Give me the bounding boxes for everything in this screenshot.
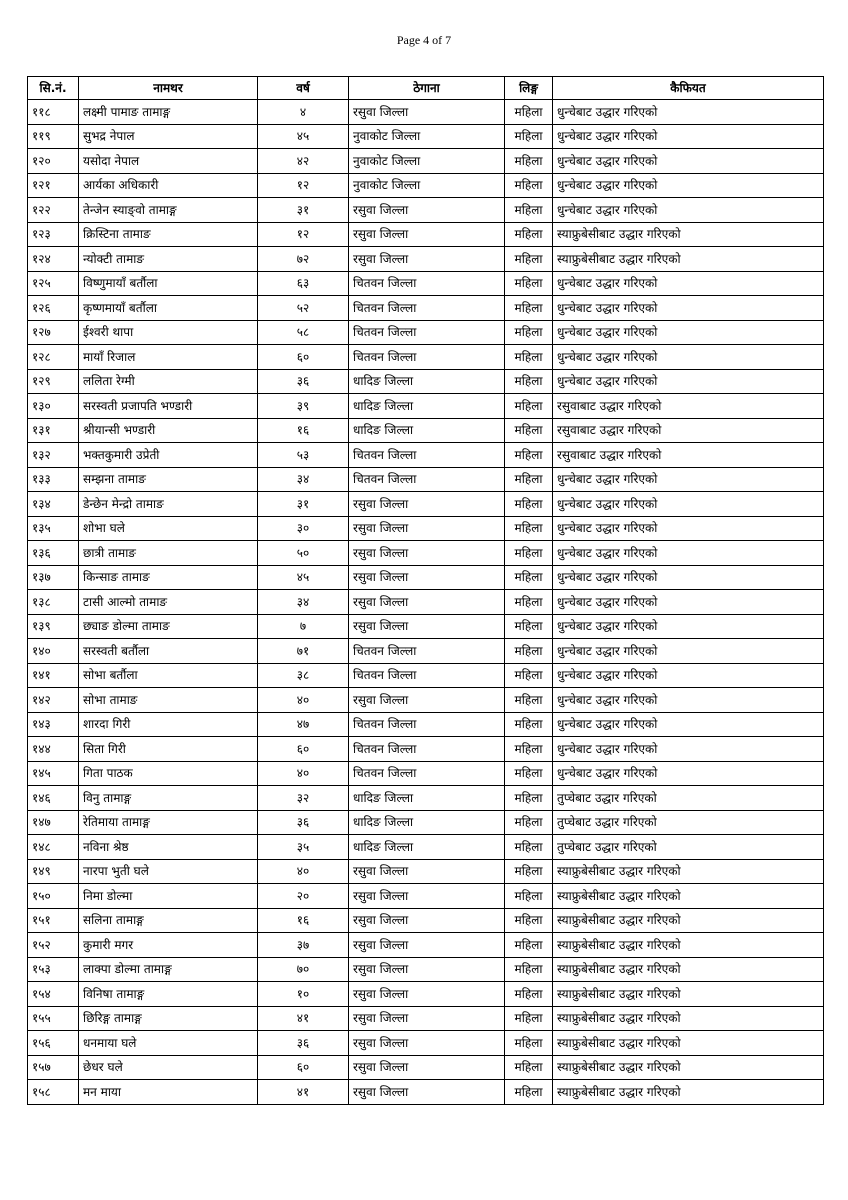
sex-cell: महिला (505, 467, 553, 492)
address-cell: चितवन जिल्ला (349, 712, 505, 737)
address-cell: रसुवा जिल्ला (349, 247, 505, 272)
sex-cell: महिला (505, 222, 553, 247)
address-cell: रसुवा जिल्ला (349, 908, 505, 933)
serial-number-cell: १२१ (28, 173, 79, 198)
age-cell: ५३ (258, 443, 349, 468)
remarks-cell: तुप्चेबाट उद्धार गरिएको (553, 810, 824, 835)
remarks-cell: धुन्चेबाट उद्धार गरिएको (553, 688, 824, 713)
remarks-cell: स्याफ्रुबेसीबाट उद्धार गरिएको (553, 933, 824, 958)
age-cell: ३४ (258, 590, 349, 615)
table-row (28, 884, 824, 909)
sex-cell: महिला (505, 1031, 553, 1056)
name-cell: यसोदा नेपाल (79, 149, 258, 174)
table-body (28, 100, 824, 1105)
address-cell: रसुवा जिल्ला (349, 859, 505, 884)
age-cell: ५८ (258, 320, 349, 345)
serial-number-cell: १५६ (28, 1031, 79, 1056)
table-row (28, 614, 824, 639)
age-cell: ३९ (258, 394, 349, 419)
name-cell: किन्साङ तामाङ (79, 565, 258, 590)
remarks-cell: धुन्चेबाट उद्धार गरिएको (553, 173, 824, 198)
name-cell: सम्झना तामाङ (79, 467, 258, 492)
address-cell: रसुवा जिल्ला (349, 982, 505, 1007)
sex-cell: महिला (505, 394, 553, 419)
table-row (28, 908, 824, 933)
sex-cell: महिला (505, 247, 553, 272)
age-cell: ३१ (258, 492, 349, 517)
age-cell: १२ (258, 222, 349, 247)
remarks-cell: धुन्चेबाट उद्धार गरिएको (553, 345, 824, 370)
sex-cell: महिला (505, 173, 553, 198)
serial-number-cell: १२९ (28, 369, 79, 394)
table-row (28, 957, 824, 982)
header-address: ठेगाना (349, 77, 505, 100)
serial-number-cell: १५७ (28, 1055, 79, 1080)
table-row (28, 492, 824, 517)
table-row (28, 247, 824, 272)
table-row (28, 835, 824, 860)
sex-cell: महिला (505, 320, 553, 345)
sex-cell: महिला (505, 1080, 553, 1105)
age-cell: ६० (258, 345, 349, 370)
name-cell: सिता गिरी (79, 737, 258, 762)
remarks-cell: धुन्चेबाट उद्धार गरिएको (553, 639, 824, 664)
sex-cell: महिला (505, 786, 553, 811)
address-cell: चितवन जिल्ला (349, 271, 505, 296)
sex-cell: महिला (505, 810, 553, 835)
name-cell: तेन्जेन स्याङ्वो तामाङ्ग (79, 198, 258, 223)
remarks-cell: स्याफ्रुबेसीबाट उद्धार गरिएको (553, 982, 824, 1007)
address-cell: चितवन जिल्ला (349, 345, 505, 370)
age-cell: १६ (258, 908, 349, 933)
age-cell: ५० (258, 541, 349, 566)
sex-cell: महिला (505, 688, 553, 713)
age-cell: ४० (258, 688, 349, 713)
name-cell: विनिषा तामाङ्ग (79, 982, 258, 1007)
sex-cell: महिला (505, 149, 553, 174)
age-cell: १२ (258, 173, 349, 198)
sex-cell: महिला (505, 614, 553, 639)
serial-number-cell: ११८ (28, 100, 79, 125)
table-row (28, 933, 824, 958)
remarks-cell: स्याफ्रुबेसीबाट उद्धार गरिएको (553, 1080, 824, 1105)
address-cell: नुवाकोट जिल्ला (349, 173, 505, 198)
name-cell: ललिता रेग्मी (79, 369, 258, 394)
remarks-cell: धुन्चेबाट उद्धार गरिएको (553, 663, 824, 688)
serial-number-cell: १३० (28, 394, 79, 419)
age-cell: ४१ (258, 1080, 349, 1105)
table-row (28, 222, 824, 247)
name-cell: गिता पाठक (79, 761, 258, 786)
age-cell: ७१ (258, 639, 349, 664)
header-name: नामथर (79, 77, 258, 100)
name-cell: लक्ष्मी पामाङ तामाङ्ग (79, 100, 258, 125)
serial-number-cell: १३४ (28, 492, 79, 517)
address-cell: रसुवा जिल्ला (349, 222, 505, 247)
address-cell: धादिङ जिल्ला (349, 418, 505, 443)
remarks-cell: धुन्चेबाट उद्धार गरिएको (553, 565, 824, 590)
sex-cell: महिला (505, 590, 553, 615)
serial-number-cell: १२२ (28, 198, 79, 223)
age-cell: १६ (258, 418, 349, 443)
table-row (28, 296, 824, 321)
address-cell: चितवन जिल्ला (349, 296, 505, 321)
remarks-cell: धुन्चेबाट उद्धार गरिएको (553, 737, 824, 762)
serial-number-cell: ११९ (28, 124, 79, 149)
remarks-cell: रसुवाबाट उद्धार गरिएको (553, 418, 824, 443)
name-cell: लाक्पा डोल्मा तामाङ्ग (79, 957, 258, 982)
remarks-cell: तुप्चेबाट उद्धार गरिएको (553, 786, 824, 811)
age-cell: ७२ (258, 247, 349, 272)
serial-number-cell: १३१ (28, 418, 79, 443)
address-cell: रसुवा जिल्ला (349, 198, 505, 223)
sex-cell: महिला (505, 982, 553, 1007)
address-cell: रसुवा जिल्ला (349, 884, 505, 909)
name-cell: सलिना तामाङ्ग (79, 908, 258, 933)
serial-number-cell: १५१ (28, 908, 79, 933)
serial-number-cell: १५४ (28, 982, 79, 1007)
address-cell: चितवन जिल्ला (349, 663, 505, 688)
sex-cell: महिला (505, 908, 553, 933)
header-age: वर्ष (258, 77, 349, 100)
remarks-cell: स्याफ्रुबेसीबाट उद्धार गरिएको (553, 957, 824, 982)
address-cell: रसुवा जिल्ला (349, 1031, 505, 1056)
name-cell: छेधर घले (79, 1055, 258, 1080)
serial-number-cell: १३६ (28, 541, 79, 566)
remarks-cell: धुन्चेबाट उद्धार गरिएको (553, 369, 824, 394)
age-cell: ४ (258, 100, 349, 125)
sex-cell: महिला (505, 1055, 553, 1080)
name-cell: कृष्णमायाँ बर्तौला (79, 296, 258, 321)
serial-number-cell: १५८ (28, 1080, 79, 1105)
remarks-cell: धुन्चेबाट उद्धार गरिएको (553, 271, 824, 296)
sex-cell: महिला (505, 198, 553, 223)
serial-number-cell: १३२ (28, 443, 79, 468)
serial-number-cell: १४८ (28, 835, 79, 860)
name-cell: सरस्वती बर्तौला (79, 639, 258, 664)
remarks-cell: धुन्चेबाट उद्धार गरिएको (553, 541, 824, 566)
age-cell: ४० (258, 859, 349, 884)
age-cell: १० (258, 982, 349, 1007)
name-cell: मन माया (79, 1080, 258, 1105)
serial-number-cell: १४३ (28, 712, 79, 737)
serial-number-cell: १२३ (28, 222, 79, 247)
sex-cell: महिला (505, 835, 553, 860)
age-cell: ७० (258, 957, 349, 982)
remarks-cell: तुप्चेबाट उद्धार गरिएको (553, 835, 824, 860)
remarks-cell: स्याफ्रुबेसीबाट उद्धार गरिएको (553, 1055, 824, 1080)
serial-number-cell: १४५ (28, 761, 79, 786)
remarks-cell: धुन्चेबाट उद्धार गरिएको (553, 516, 824, 541)
remarks-cell: रसुवाबाट उद्धार गरिएको (553, 443, 824, 468)
name-cell: मायाँ रिजाल (79, 345, 258, 370)
age-cell: ६३ (258, 271, 349, 296)
remarks-cell: स्याफ्रुबेसीबाट उद्धार गरिएको (553, 884, 824, 909)
age-cell: ४७ (258, 712, 349, 737)
sex-cell: महिला (505, 663, 553, 688)
serial-number-cell: १४६ (28, 786, 79, 811)
age-cell: ६० (258, 737, 349, 762)
address-cell: धादिङ जिल्ला (349, 394, 505, 419)
address-cell: रसुवा जिल्ला (349, 614, 505, 639)
header-sex: लिङ्ग (505, 77, 553, 100)
age-cell: ३६ (258, 1031, 349, 1056)
serial-number-cell: १५० (28, 884, 79, 909)
table-row (28, 712, 824, 737)
sex-cell: महिला (505, 492, 553, 517)
serial-number-cell: १२५ (28, 271, 79, 296)
address-cell: रसुवा जिल्ला (349, 1055, 505, 1080)
address-cell: रसुवा जिल्ला (349, 565, 505, 590)
table-row (28, 541, 824, 566)
address-cell: नुवाकोट जिल्ला (349, 124, 505, 149)
table-row (28, 1006, 824, 1031)
table-row (28, 173, 824, 198)
age-cell: ३७ (258, 933, 349, 958)
age-cell: ३१ (258, 198, 349, 223)
address-cell: चितवन जिल्ला (349, 737, 505, 762)
name-cell: शोभा घले (79, 516, 258, 541)
address-cell: धादिङ जिल्ला (349, 835, 505, 860)
sex-cell: महिला (505, 884, 553, 909)
serial-number-cell: १५५ (28, 1006, 79, 1031)
remarks-cell: धुन्चेबाट उद्धार गरिएको (553, 198, 824, 223)
remarks-cell: धुन्चेबाट उद्धार गरिएको (553, 590, 824, 615)
table-row (28, 149, 824, 174)
name-cell: सोभा बर्तौला (79, 663, 258, 688)
address-cell: रसुवा जिल्ला (349, 933, 505, 958)
table-row (28, 688, 824, 713)
table-row (28, 369, 824, 394)
table-row (28, 516, 824, 541)
name-cell: टासी आल्मो तामाङ (79, 590, 258, 615)
table-row (28, 639, 824, 664)
sex-cell: महिला (505, 541, 553, 566)
address-cell: रसुवा जिल्ला (349, 516, 505, 541)
remarks-cell: स्याफ्रुबेसीबाट उद्धार गरिएको (553, 1006, 824, 1031)
address-cell: रसुवा जिल्ला (349, 492, 505, 517)
table-row (28, 810, 824, 835)
sex-cell: महिला (505, 639, 553, 664)
table-row (28, 394, 824, 419)
serial-number-cell: १२८ (28, 345, 79, 370)
name-cell: सुभद्र नेपाल (79, 124, 258, 149)
address-cell: रसुवा जिल्ला (349, 100, 505, 125)
name-cell: छ्याङ डोल्मा तामाङ (79, 614, 258, 639)
header-remarks: कैफियत (553, 77, 824, 100)
address-cell: चितवन जिल्ला (349, 467, 505, 492)
address-cell: नुवाकोट जिल्ला (349, 149, 505, 174)
name-cell: सोभा तामाङ (79, 688, 258, 713)
remarks-cell: स्याफ्रुबेसीबाट उद्धार गरिएको (553, 1031, 824, 1056)
remarks-cell: धुन्चेबाट उद्धार गरिएको (553, 467, 824, 492)
name-cell: नविना श्रेष्ठ (79, 835, 258, 860)
name-cell: छिरिङ्ग तामाङ्ग (79, 1006, 258, 1031)
address-cell: रसुवा जिल्ला (349, 590, 505, 615)
address-cell: रसुवा जिल्ला (349, 688, 505, 713)
age-cell: ३० (258, 516, 349, 541)
age-cell: ३४ (258, 467, 349, 492)
sex-cell: महिला (505, 516, 553, 541)
name-cell: शारदा गिरी (79, 712, 258, 737)
address-cell: रसुवा जिल्ला (349, 957, 505, 982)
remarks-cell: धुन्चेबाट उद्धार गरिएको (553, 614, 824, 639)
address-cell: रसुवा जिल्ला (349, 1080, 505, 1105)
age-cell: ५२ (258, 296, 349, 321)
table-row (28, 737, 824, 762)
name-cell: धनमाया घले (79, 1031, 258, 1056)
address-cell: धादिङ जिल्ला (349, 786, 505, 811)
table-row (28, 859, 824, 884)
serial-number-cell: १५२ (28, 933, 79, 958)
name-cell: विनु तामाङ्ग (79, 786, 258, 811)
table-row (28, 345, 824, 370)
name-cell: डेन्छेन मेन्द्रो तामाङ (79, 492, 258, 517)
serial-number-cell: १२७ (28, 320, 79, 345)
sex-cell: महिला (505, 418, 553, 443)
remarks-cell: धुन्चेबाट उद्धार गरिएको (553, 492, 824, 517)
age-cell: ३८ (258, 663, 349, 688)
serial-number-cell: १२६ (28, 296, 79, 321)
age-cell: ३६ (258, 810, 349, 835)
sex-cell: महिला (505, 271, 553, 296)
table-row (28, 982, 824, 1007)
address-cell: धादिङ जिल्ला (349, 369, 505, 394)
remarks-cell: स्याफ्रुबेसीबाट उद्धार गरिएको (553, 247, 824, 272)
sex-cell: महिला (505, 443, 553, 468)
address-cell: धादिङ जिल्ला (349, 810, 505, 835)
table-row (28, 1055, 824, 1080)
name-cell: विष्णुमायाँ बर्तौला (79, 271, 258, 296)
sex-cell: महिला (505, 712, 553, 737)
table-row (28, 320, 824, 345)
header-serial-number: सि.नं. (28, 77, 79, 100)
table-row (28, 761, 824, 786)
table-row (28, 100, 824, 125)
sex-cell: महिला (505, 1006, 553, 1031)
serial-number-cell: १४७ (28, 810, 79, 835)
name-cell: छात्री तामाङ (79, 541, 258, 566)
sex-cell: महिला (505, 369, 553, 394)
sex-cell: महिला (505, 957, 553, 982)
remarks-cell: स्याफ्रुबेसीबाट उद्धार गरिएको (553, 908, 824, 933)
serial-number-cell: १४९ (28, 859, 79, 884)
table-row (28, 443, 824, 468)
address-cell: रसुवा जिल्ला (349, 1006, 505, 1031)
age-cell: २० (258, 884, 349, 909)
address-cell: चितवन जिल्ला (349, 761, 505, 786)
name-cell: रेतिमाया तामाङ्ग (79, 810, 258, 835)
serial-number-cell: १४४ (28, 737, 79, 762)
page-number-label: Page 4 of 7 (396, 33, 452, 47)
serial-number-cell: १३८ (28, 590, 79, 615)
name-cell: आर्यका अधिकारी (79, 173, 258, 198)
table-header (28, 77, 824, 100)
name-cell: सरस्वती प्रजापति भण्डारी (79, 394, 258, 419)
address-cell: चितवन जिल्ला (349, 639, 505, 664)
name-cell: निमा डोल्मा (79, 884, 258, 909)
table-row (28, 271, 824, 296)
sex-cell: महिला (505, 761, 553, 786)
serial-number-cell: १३३ (28, 467, 79, 492)
table-row (28, 467, 824, 492)
remarks-cell: धुन्चेबाट उद्धार गरिएको (553, 100, 824, 125)
age-cell: ६० (258, 1055, 349, 1080)
serial-number-cell: १४२ (28, 688, 79, 713)
age-cell: ३२ (258, 786, 349, 811)
age-cell: ३५ (258, 835, 349, 860)
name-cell: क्रिस्टिना तामाङ (79, 222, 258, 247)
serial-number-cell: १३९ (28, 614, 79, 639)
serial-number-cell: १३५ (28, 516, 79, 541)
serial-number-cell: १५३ (28, 957, 79, 982)
table-row (28, 590, 824, 615)
address-cell: चितवन जिल्ला (349, 443, 505, 468)
table-row (28, 124, 824, 149)
address-cell: चितवन जिल्ला (349, 320, 505, 345)
sex-cell: महिला (505, 859, 553, 884)
serial-number-cell: १२४ (28, 247, 79, 272)
remarks-cell: स्याफ्रुबेसीबाट उद्धार गरिएको (553, 222, 824, 247)
table-row (28, 1031, 824, 1056)
table-row (28, 1080, 824, 1105)
age-cell: ३६ (258, 369, 349, 394)
table-row (28, 786, 824, 811)
remarks-cell: धुन्चेबाट उद्धार गरिएको (553, 761, 824, 786)
age-cell: ४२ (258, 149, 349, 174)
name-cell: नारपा भुती घले (79, 859, 258, 884)
name-cell: श्रीयान्सी भण्डारी (79, 418, 258, 443)
remarks-cell: धुन्चेबाट उद्धार गरिएको (553, 296, 824, 321)
table-row (28, 565, 824, 590)
serial-number-cell: १४० (28, 639, 79, 664)
sex-cell: महिला (505, 124, 553, 149)
serial-number-cell: १२० (28, 149, 79, 174)
header-row (28, 77, 824, 100)
table-row (28, 418, 824, 443)
table-row (28, 198, 824, 223)
sex-cell: महिला (505, 100, 553, 125)
remarks-cell: धुन्चेबाट उद्धार गरिएको (553, 712, 824, 737)
remarks-cell: स्याफ्रुबेसीबाट उद्धार गरिएको (553, 859, 824, 884)
name-cell: भक्तकुमारी उप्रेती (79, 443, 258, 468)
rescue-list-table (27, 76, 824, 1105)
remarks-cell: धुन्चेबाट उद्धार गरिएको (553, 124, 824, 149)
age-cell: ४१ (258, 1006, 349, 1031)
sex-cell: महिला (505, 933, 553, 958)
remarks-cell: धुन्चेबाट उद्धार गरिएको (553, 320, 824, 345)
name-cell: ईश्वरी थापा (79, 320, 258, 345)
name-cell: कुमारी मगर (79, 933, 258, 958)
sex-cell: महिला (505, 737, 553, 762)
remarks-cell: रसुवाबाट उद्धार गरिएको (553, 394, 824, 419)
sex-cell: महिला (505, 345, 553, 370)
age-cell: ४५ (258, 565, 349, 590)
name-cell: न्योक्टी तामाङ (79, 247, 258, 272)
serial-number-cell: १४१ (28, 663, 79, 688)
table-row (28, 663, 824, 688)
age-cell: ४० (258, 761, 349, 786)
serial-number-cell: १३७ (28, 565, 79, 590)
age-cell: ४५ (258, 124, 349, 149)
sex-cell: महिला (505, 296, 553, 321)
remarks-cell: धुन्चेबाट उद्धार गरिएको (553, 149, 824, 174)
address-cell: रसुवा जिल्ला (349, 541, 505, 566)
age-cell: ७ (258, 614, 349, 639)
sex-cell: महिला (505, 565, 553, 590)
